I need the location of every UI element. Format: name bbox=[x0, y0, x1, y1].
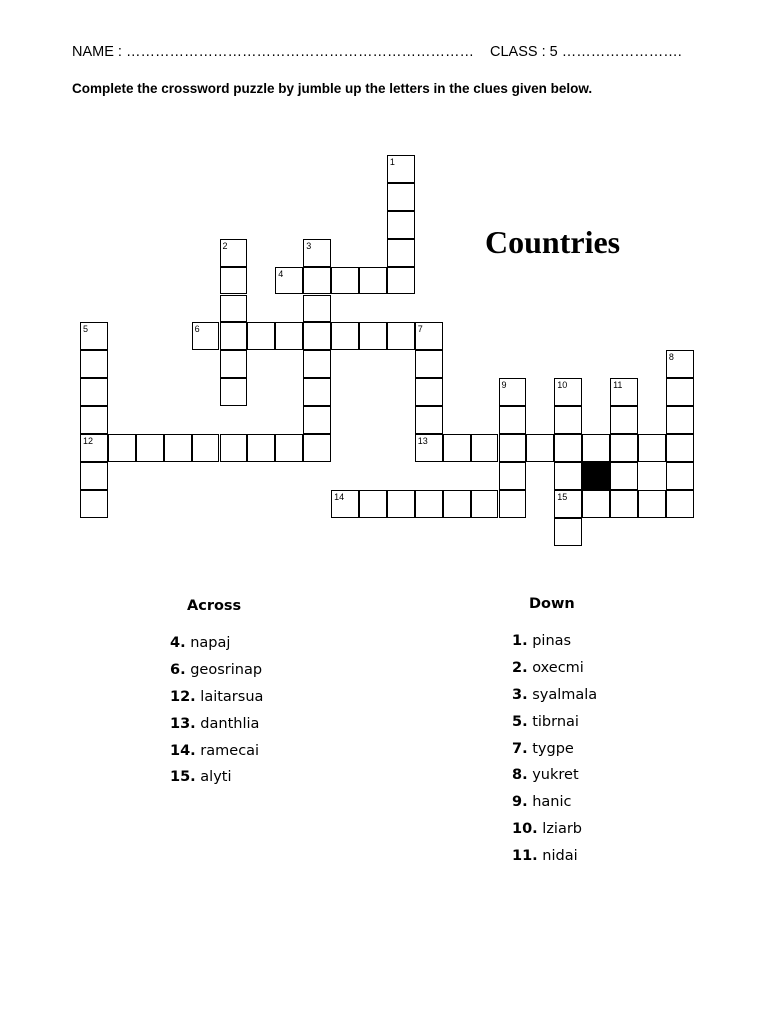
down-clue bbox=[512, 686, 597, 713]
clue-number: 8. bbox=[512, 767, 528, 784]
grid-cell[interactable] bbox=[666, 490, 694, 518]
clue-number: 4. bbox=[170, 635, 186, 651]
grid-cell[interactable] bbox=[443, 490, 471, 518]
grid-cell[interactable] bbox=[610, 406, 638, 434]
clue-number: 7. bbox=[512, 740, 528, 757]
grid-cell[interactable] bbox=[359, 267, 387, 295]
clue-text: danthlia bbox=[195, 715, 260, 732]
cell-number: 11 bbox=[613, 380, 623, 391]
clue-number: 3. bbox=[512, 686, 528, 703]
grid-cell[interactable] bbox=[415, 350, 443, 378]
grid-cell[interactable] bbox=[303, 267, 331, 295]
clue-text: yukret bbox=[527, 767, 579, 784]
grid-cell[interactable] bbox=[303, 434, 331, 462]
across-heading: Across bbox=[187, 598, 242, 614]
grid-cell[interactable] bbox=[220, 322, 248, 350]
grid-cell[interactable] bbox=[220, 239, 248, 267]
grid-cell[interactable] bbox=[499, 434, 527, 462]
grid-cell[interactable] bbox=[359, 490, 387, 518]
grid-cell[interactable] bbox=[666, 378, 694, 406]
blocked-cell bbox=[582, 462, 610, 490]
across-clues bbox=[170, 598, 263, 795]
grid-cell[interactable] bbox=[610, 434, 638, 462]
cell-number: 2 bbox=[222, 240, 228, 251]
down-clue bbox=[512, 820, 597, 847]
grid-cell[interactable] bbox=[80, 406, 108, 434]
grid-cell[interactable] bbox=[415, 406, 443, 434]
grid-cell[interactable] bbox=[471, 490, 499, 518]
clue-text: tibrnai bbox=[527, 713, 579, 730]
grid-cell[interactable] bbox=[220, 434, 248, 462]
grid-cell[interactable] bbox=[136, 434, 164, 462]
grid-cell[interactable] bbox=[80, 322, 108, 350]
across-clue bbox=[170, 768, 263, 795]
clue-number: 1. bbox=[512, 633, 528, 649]
grid-cell[interactable] bbox=[220, 350, 248, 378]
across-clue bbox=[170, 742, 263, 769]
grid-cell[interactable] bbox=[499, 406, 527, 434]
cell-number: 9 bbox=[501, 380, 507, 391]
clue-text: geosrinap bbox=[185, 661, 263, 678]
grid-cell[interactable] bbox=[303, 406, 331, 434]
grid-cell[interactable] bbox=[610, 490, 638, 518]
grid-cell[interactable] bbox=[247, 434, 275, 462]
grid-cell[interactable] bbox=[192, 434, 220, 462]
grid-cell[interactable] bbox=[387, 211, 415, 239]
down-clue bbox=[512, 659, 597, 686]
clue-text: ramecai bbox=[195, 742, 260, 759]
class-line: CLASS : 5 ……………………. bbox=[490, 44, 682, 60]
across-list bbox=[170, 634, 263, 795]
grid-cell[interactable] bbox=[275, 434, 303, 462]
grid-cell[interactable] bbox=[499, 462, 527, 490]
grid-cell[interactable] bbox=[387, 155, 415, 183]
across-clue bbox=[170, 715, 263, 742]
grid-cell[interactable] bbox=[220, 295, 248, 323]
grid-cell[interactable] bbox=[554, 434, 582, 462]
clue-text: pinas bbox=[527, 633, 572, 649]
clue-text: napaj bbox=[185, 635, 231, 651]
grid-cell[interactable] bbox=[303, 378, 331, 406]
grid-cell[interactable] bbox=[554, 406, 582, 434]
grid-cell[interactable] bbox=[554, 462, 582, 490]
grid-cell[interactable] bbox=[666, 406, 694, 434]
grid-cell[interactable] bbox=[303, 295, 331, 323]
grid-cell[interactable] bbox=[582, 490, 610, 518]
grid-cell[interactable] bbox=[303, 322, 331, 350]
down-clue bbox=[512, 847, 597, 874]
grid-cell[interactable] bbox=[415, 378, 443, 406]
puzzle-title: Countries bbox=[485, 224, 621, 260]
grid-cell[interactable] bbox=[331, 322, 359, 350]
cell-number: 5 bbox=[83, 324, 89, 335]
grid-cell[interactable] bbox=[192, 322, 220, 350]
grid-cell[interactable] bbox=[331, 490, 359, 518]
cell-number: 3 bbox=[306, 240, 312, 251]
grid-cell[interactable] bbox=[164, 434, 192, 462]
grid-cell[interactable] bbox=[554, 518, 582, 546]
down-clue bbox=[512, 632, 597, 659]
grid-cell[interactable] bbox=[610, 378, 638, 406]
cell-number: 14 bbox=[334, 491, 345, 502]
grid-cell[interactable] bbox=[582, 434, 610, 462]
clue-text: nidai bbox=[537, 848, 578, 865]
cell-number: 7 bbox=[417, 324, 423, 335]
grid-cell[interactable] bbox=[638, 434, 666, 462]
grid-cell[interactable] bbox=[387, 322, 415, 350]
down-clue bbox=[512, 793, 597, 820]
across-clue bbox=[170, 688, 263, 715]
down-clue bbox=[512, 713, 597, 740]
grid-cell[interactable] bbox=[554, 378, 582, 406]
cell-number: 12 bbox=[83, 436, 94, 446]
grid-cell[interactable] bbox=[387, 490, 415, 518]
grid-cell[interactable] bbox=[443, 434, 471, 462]
grid-cell[interactable] bbox=[108, 434, 136, 462]
clue-number: 9. bbox=[512, 794, 528, 811]
grid-cell[interactable] bbox=[220, 378, 248, 406]
grid-cell[interactable] bbox=[387, 183, 415, 211]
clue-number: 2. bbox=[512, 659, 528, 676]
grid-cell[interactable] bbox=[415, 490, 443, 518]
clue-text: tygpe bbox=[527, 740, 574, 757]
grid-cell[interactable] bbox=[303, 239, 331, 267]
grid-cell[interactable] bbox=[247, 322, 275, 350]
clue-number: 10. bbox=[512, 821, 538, 838]
name-line: NAME : ……………………………………………………………… bbox=[72, 44, 474, 60]
cell-number: 15 bbox=[557, 491, 568, 502]
grid-cell[interactable] bbox=[666, 462, 694, 490]
grid-cell[interactable] bbox=[666, 350, 694, 378]
grid-cell[interactable] bbox=[275, 267, 303, 295]
grid-cell[interactable] bbox=[80, 490, 108, 518]
clue-text: lziarb bbox=[537, 821, 583, 838]
clue-number: 15. bbox=[170, 769, 196, 786]
grid-cell[interactable] bbox=[554, 490, 582, 518]
clue-text: alyti bbox=[195, 769, 232, 786]
down-list bbox=[512, 632, 597, 874]
clue-number: 12. bbox=[170, 688, 196, 705]
across-clue bbox=[170, 634, 263, 661]
clue-text: oxecmi bbox=[527, 659, 584, 676]
grid-cell[interactable] bbox=[666, 434, 694, 462]
cell-number: 6 bbox=[194, 324, 200, 335]
grid-cell[interactable] bbox=[499, 378, 527, 406]
across-clue bbox=[170, 661, 263, 688]
cell-number: 8 bbox=[668, 352, 674, 363]
down-clue bbox=[512, 740, 597, 767]
grid-cell[interactable] bbox=[80, 434, 108, 462]
cell-number: 1 bbox=[389, 157, 395, 167]
cell-number: 4 bbox=[278, 268, 284, 279]
grid-cell[interactable] bbox=[220, 267, 248, 295]
grid-cell[interactable] bbox=[80, 378, 108, 406]
grid-cell[interactable] bbox=[610, 462, 638, 490]
down-heading: Down bbox=[529, 596, 575, 612]
grid-cell[interactable] bbox=[415, 322, 443, 350]
clue-number: 5. bbox=[512, 713, 528, 730]
grid-cell[interactable] bbox=[275, 322, 303, 350]
grid-cell[interactable] bbox=[80, 462, 108, 490]
grid-cell[interactable] bbox=[387, 239, 415, 267]
grid-cell[interactable] bbox=[415, 434, 443, 462]
grid-cell[interactable] bbox=[359, 322, 387, 350]
grid-cell[interactable] bbox=[471, 434, 499, 462]
clue-number: 14. bbox=[170, 742, 196, 759]
instruction-text: Complete the crossword puzzle by jumble up the letters in the clues given below. bbox=[72, 81, 593, 96]
grid-cell[interactable] bbox=[526, 434, 554, 462]
grid-cell[interactable] bbox=[80, 350, 108, 378]
clue-number: 11. bbox=[512, 848, 538, 865]
clue-number: 13. bbox=[170, 715, 196, 732]
down-clue bbox=[512, 766, 597, 793]
cell-number: 13 bbox=[417, 436, 428, 446]
clue-text: hanic bbox=[527, 794, 572, 811]
clue-text: syalmala bbox=[527, 686, 598, 703]
clue-text: laitarsua bbox=[195, 688, 264, 705]
grid-cell[interactable] bbox=[638, 490, 666, 518]
grid-cell[interactable] bbox=[499, 490, 527, 518]
grid-cell[interactable] bbox=[387, 267, 415, 295]
grid-cell[interactable] bbox=[331, 267, 359, 295]
grid-cell[interactable] bbox=[303, 350, 331, 378]
down-clues bbox=[512, 596, 597, 874]
cell-number: 10 bbox=[557, 380, 568, 391]
clue-number: 6. bbox=[170, 661, 186, 678]
